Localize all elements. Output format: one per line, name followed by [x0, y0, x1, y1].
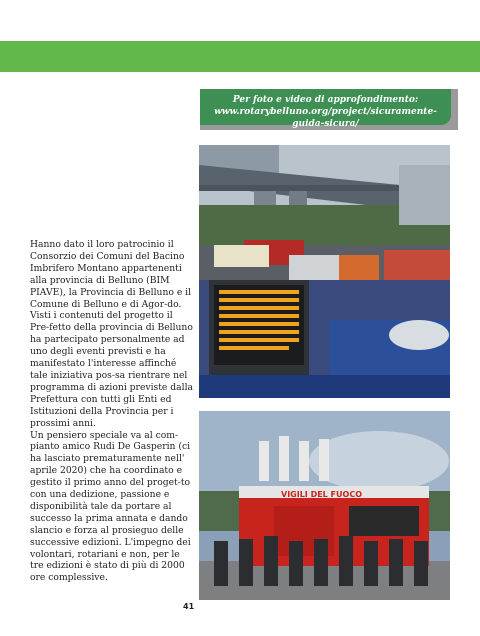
- header-green-band: [0, 41, 480, 72]
- paragraph-patronage: Hanno dato il loro patrocinio il Consorzio dei Comuni del Bacino Imbrifero Montano appartenenti alla provincia di Belluno (BIM PIAVE), la Provincia di Belluno e il Comune di Belluno e di Agor-do.: [30, 239, 192, 310]
- firefighters-group-photo: [199, 411, 450, 600]
- fire-truck-sign: VIGILI DEL FUOCO: [281, 490, 362, 499]
- project-url-link[interactable]: www.rotarybelluno.org/project/sicuramente-guida-sicura/: [214, 107, 437, 129]
- rescue-demo-photo: [199, 145, 450, 398]
- link-intro: Per foto e video di approfondimento:: [232, 95, 419, 105]
- article-body: [30, 239, 193, 584]
- link-callout-body[interactable]: [200, 89, 451, 129]
- page-number: 41: [183, 602, 195, 611]
- paragraph-prefect: Visti i contenuti del progetto il Pre-fetto della provincia di Belluno ha partecipato personalmente ad uno degli eventi previsti e ha manifestato l'interesse affinché tale iniziativa pos-sa rientrare nel programma di azioni previste dalla Prefettura con tutti gli Enti ed Istituzioni della Provincia per i prossimi anni.: [30, 310, 193, 429]
- paragraph-tribute: Un pensiero speciale va al com-pianto amico Rudi De Gasperin (ci ha lasciato prematuramente nell' aprile 2020) che ha coordinato e gestito il primo anno del proget-to con una dedizione, passione e disponibilità tale da portare al successo la prima annata e dando slancio e forza al prosieguo delle successive edizioni. L'impegno dei volontari, rotariani e non, per le tre edizioni è stato di più di 2000 ore complessive.: [30, 429, 191, 584]
- link-callout: [200, 89, 458, 130]
